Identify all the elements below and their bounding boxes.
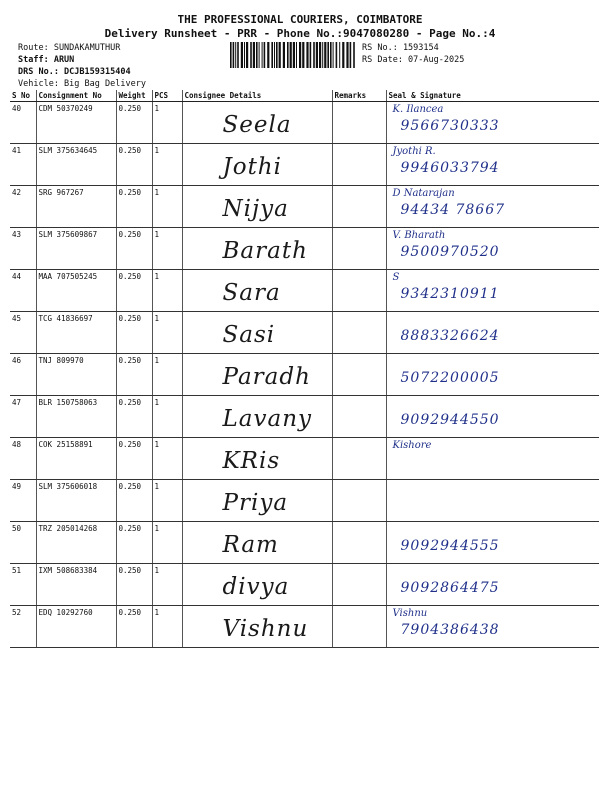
cell-consignment-no: SLM 375609867 [36, 228, 116, 270]
cell-weight: 0.250 [116, 144, 152, 186]
signature-phone: 8883326624 [400, 328, 500, 344]
cell-signature [386, 102, 599, 144]
table-row [10, 396, 599, 438]
staff-label: Staff: ARUN [18, 55, 75, 65]
cell-weight: 0.250 [116, 396, 152, 438]
cell-remarks [332, 102, 386, 144]
cell-signature [386, 228, 599, 270]
cell-sno: 49 [10, 480, 36, 522]
cell-consignee-details [182, 438, 332, 480]
table-row [10, 312, 599, 354]
table-row [10, 186, 599, 228]
signature-phone: 5072200005 [400, 370, 500, 386]
col-header-remarks: Remarks [332, 90, 386, 102]
consignee-handwritten-name: Barath [222, 238, 308, 264]
cell-pcs: 1 [152, 396, 182, 438]
cell-signature [386, 522, 599, 564]
cell-remarks [332, 522, 386, 564]
cell-signature [386, 312, 599, 354]
cell-remarks [332, 228, 386, 270]
table-row [10, 480, 599, 522]
cell-signature [386, 270, 599, 312]
cell-signature [386, 354, 599, 396]
cell-consignment-no: TNJ 809970 [36, 354, 116, 396]
cell-consignee-details [182, 564, 332, 606]
consignee-handwritten-name: divya [222, 574, 290, 600]
cell-weight: 0.250 [116, 480, 152, 522]
signature-name: K. Ilancea [392, 104, 444, 115]
cell-consignment-no: TCG 41836697 [36, 312, 116, 354]
table-row [10, 438, 599, 480]
cell-consignment-no: BLR 150758063 [36, 396, 116, 438]
col-header-sno: S No [10, 90, 36, 102]
cell-consignment-no: MAA 707505245 [36, 270, 116, 312]
table-row [10, 564, 599, 606]
signature-phone: 9946033794 [400, 160, 500, 176]
cell-weight: 0.250 [116, 522, 152, 564]
cell-consignee-details [182, 480, 332, 522]
company-title: THE PROFESSIONAL COURIERS, COIMBATORE [177, 13, 423, 26]
cell-consignee-details [182, 606, 332, 648]
rs-date: RS Date: 07-Aug-2025 [362, 55, 465, 65]
signature-phone: 9342310911 [400, 286, 500, 302]
cell-consignee-details [182, 144, 332, 186]
consignee-handwritten-name: Sasi [222, 322, 276, 348]
col-header-signature: Seal & Signature [386, 90, 599, 102]
consignee-handwritten-name: Ram [222, 532, 279, 558]
cell-signature [386, 186, 599, 228]
cell-weight: 0.250 [116, 606, 152, 648]
cell-remarks [332, 354, 386, 396]
consignee-handwritten-name: Sara [222, 280, 281, 306]
consignee-handwritten-name: Lavany [222, 406, 312, 432]
cell-pcs: 1 [152, 312, 182, 354]
table-row [10, 606, 599, 648]
cell-sno: 44 [10, 270, 36, 312]
cell-consignment-no: SLM 375634645 [36, 144, 116, 186]
cell-consignee-details [182, 186, 332, 228]
cell-remarks [332, 144, 386, 186]
cell-weight: 0.250 [116, 438, 152, 480]
table-row [10, 354, 599, 396]
cell-pcs: 1 [152, 438, 182, 480]
cell-consignment-no: EDQ 10292760 [36, 606, 116, 648]
signature-name: Vishnu [392, 608, 428, 619]
cell-remarks [332, 186, 386, 228]
table-row [10, 270, 599, 312]
cell-weight: 0.250 [116, 186, 152, 228]
cell-remarks [332, 606, 386, 648]
cell-weight: 0.250 [116, 354, 152, 396]
cell-consignment-no: IXM 508683384 [36, 564, 116, 606]
cell-pcs: 1 [152, 480, 182, 522]
cell-weight: 0.250 [116, 270, 152, 312]
cell-signature [386, 144, 599, 186]
cell-consignee-details [182, 522, 332, 564]
consignee-handwritten-name: Paradh [222, 364, 311, 390]
cell-sno: 42 [10, 186, 36, 228]
signature-phone: 7904386438 [400, 622, 500, 638]
cell-remarks [332, 270, 386, 312]
cell-consignee-details [182, 396, 332, 438]
cell-sno: 43 [10, 228, 36, 270]
cell-consignment-no: SRG 967267 [36, 186, 116, 228]
vehicle-label: Vehicle: Big Bag Delivery [18, 79, 146, 89]
table-row [10, 228, 599, 270]
cell-sno: 40 [10, 102, 36, 144]
cell-pcs: 1 [152, 606, 182, 648]
consignee-handwritten-name: Nijya [222, 196, 289, 222]
cell-signature [386, 438, 599, 480]
signature-phone: 9092944550 [400, 412, 500, 428]
cell-remarks [332, 396, 386, 438]
cell-signature [386, 606, 599, 648]
consignee-handwritten-name: Seela [222, 112, 292, 138]
cell-consignment-no: SLM 375606018 [36, 480, 116, 522]
cell-consignee-details [182, 354, 332, 396]
signature-name: S [392, 272, 400, 283]
signature-phone: 9092864475 [400, 580, 500, 596]
cell-signature [386, 396, 599, 438]
cell-remarks [332, 438, 386, 480]
cell-sno: 51 [10, 564, 36, 606]
cell-weight: 0.250 [116, 228, 152, 270]
route-label: Route: SUNDAKAMUTHUR [18, 43, 121, 53]
cell-pcs: 1 [152, 270, 182, 312]
cell-signature [386, 480, 599, 522]
cell-consignee-details [182, 312, 332, 354]
table-row [10, 144, 599, 186]
cell-pcs: 1 [152, 354, 182, 396]
cell-consignment-no: TRZ 205014268 [36, 522, 116, 564]
cell-sno: 48 [10, 438, 36, 480]
consignee-handwritten-name: Vishnu [222, 616, 309, 642]
cell-consignee-details [182, 270, 332, 312]
cell-sno: 45 [10, 312, 36, 354]
signature-name: Jyothi R. [392, 146, 436, 157]
cell-sno: 47 [10, 396, 36, 438]
cell-pcs: 1 [152, 102, 182, 144]
consignee-handwritten-name: KRis [222, 448, 281, 474]
cell-remarks [332, 564, 386, 606]
cell-pcs: 1 [152, 564, 182, 606]
cell-consignment-no: COK 25158891 [36, 438, 116, 480]
cell-remarks [332, 480, 386, 522]
signature-phone: 94434 78667 [400, 202, 506, 218]
signature-phone: 9566730333 [400, 118, 500, 134]
consignee-handwritten-name: Jothi [222, 154, 282, 180]
cell-weight: 0.250 [116, 312, 152, 354]
cell-pcs: 1 [152, 522, 182, 564]
table-row [10, 102, 599, 144]
cell-sno: 50 [10, 522, 36, 564]
consignee-handwritten-name: Priya [222, 490, 289, 516]
table-row [10, 522, 599, 564]
signature-name: V. Bharath [392, 230, 446, 241]
col-header-pcs: PCS [152, 90, 182, 102]
cell-pcs: 1 [152, 186, 182, 228]
drs-label: DRS No.: DCJB159315404 [18, 67, 131, 77]
col-header-consignee: Consignee Details [182, 90, 332, 102]
signature-name: Kishore [392, 440, 432, 451]
cell-weight: 0.250 [116, 564, 152, 606]
cell-consignment-no: CDM 50370249 [36, 102, 116, 144]
table-header-row [10, 90, 599, 102]
col-header-consignment: Consignment No [36, 90, 116, 102]
cell-signature [386, 564, 599, 606]
cell-remarks [332, 312, 386, 354]
barcode-image [230, 42, 356, 68]
col-header-weight: Weight [116, 90, 152, 102]
cell-consignee-details [182, 102, 332, 144]
runsheet-table [10, 90, 599, 648]
cell-pcs: 1 [152, 228, 182, 270]
cell-sno: 41 [10, 144, 36, 186]
cell-consignee-details [182, 228, 332, 270]
rs-number: RS No.: 1593154 [362, 43, 439, 53]
cell-weight: 0.250 [116, 102, 152, 144]
runsheet-subtitle: Delivery Runsheet - PRR - Phone No.:9047080280 - Page No.:4 [104, 27, 496, 40]
signature-phone: 9500970520 [400, 244, 500, 260]
cell-sno: 46 [10, 354, 36, 396]
signature-phone: 9092944555 [400, 538, 500, 554]
cell-pcs: 1 [152, 144, 182, 186]
cell-sno: 52 [10, 606, 36, 648]
signature-name: D Natarajan [392, 188, 455, 199]
